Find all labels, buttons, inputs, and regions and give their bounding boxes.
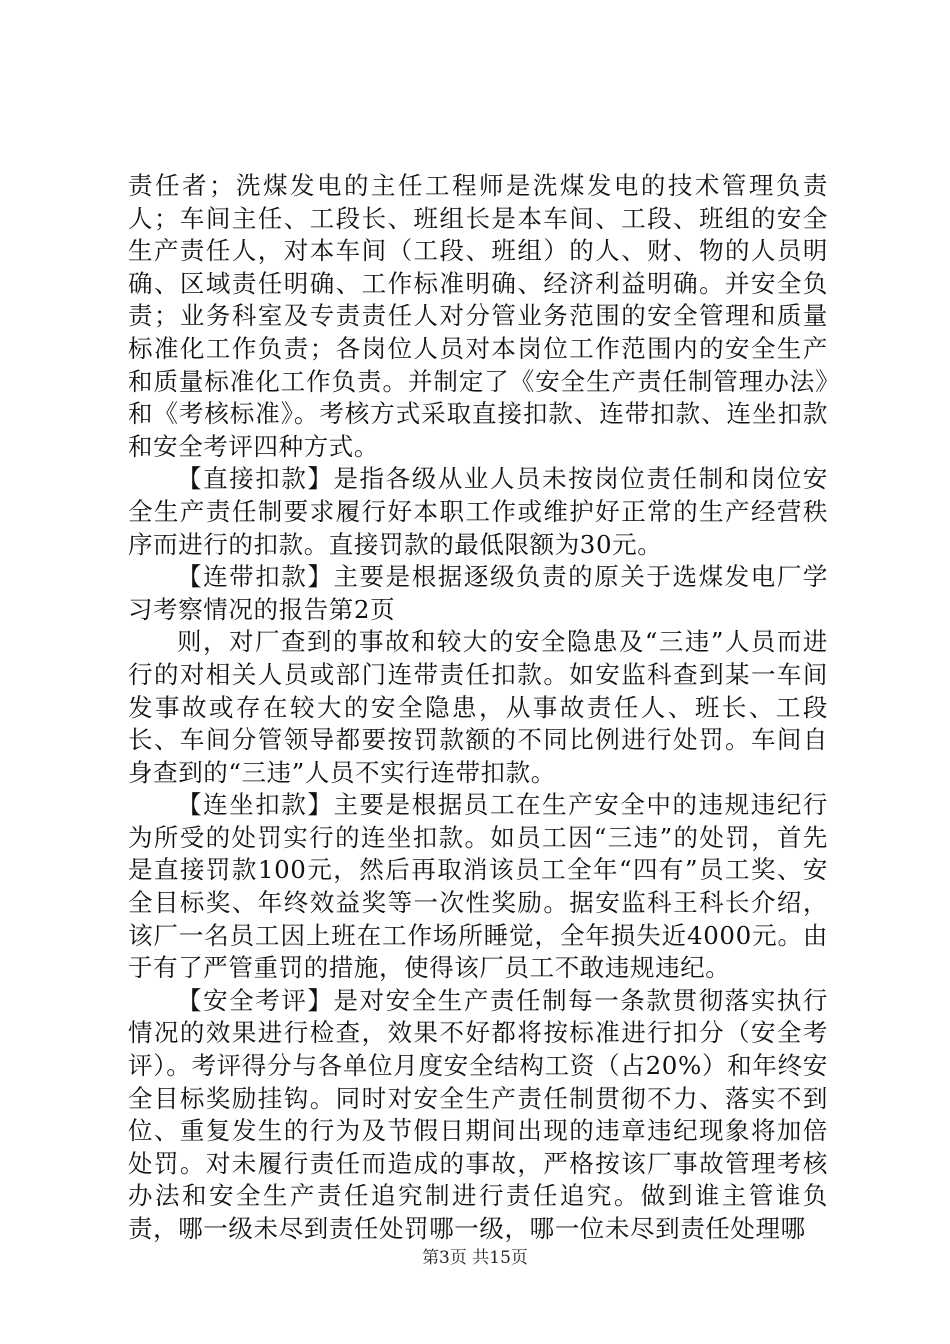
paragraph-joint-deduction-continued: 则，对厂查到的事故和较大的安全隐患及“三违”人员而进行的对相关人员或部门连带责任扣款。如安监科查到某一车间发事故或存在较大的安全隐患，从事故责任人、班长、工段长、车间分管领导都要按罚款额的不同比例进行处罚。车间自身查到的“三违”人员不实行连带扣款。 (128, 627, 828, 787)
paragraph-collective-deduction: 【连坐扣款】主要是根据员工在生产安全中的违规违纪行为所受的处罚实行的连坐扣款。如员工因“三违”的处罚，首先是直接罚款100元，然后再取消该员工全年“四有”员工奖、安全目标奖、年终效益奖等一次性奖励。据安监科王科长介绍，该厂一名员工因上班在工作场所睡觉，全年损失近4000元。由于有了严管重罚的措施，使得该厂员工不敢违规违纪。 (128, 790, 828, 983)
document-body (128, 170, 828, 1246)
paragraph-responsibility-overview: 责任者；洗煤发电的主任工程师是洗煤发电的技术管理负责人；车间主任、工段长、班组长是本车间、工段、班组的安全生产责任人，对本车间（工段、班组）的人、财、物的人员明确、区域责任明确、工作标准明确、经济利益明确。并安全负责；业务科室及专责责任人对分管业务范围的安全管理和质量标准化工作负责；各岗位人员对本岗位工作范围内的安全生产和质量标准化工作负责。并制定了《安全生产责任制管理办法》和《考核标准》。考核方式采取直接扣款、连带扣款、连坐扣款和安全考评四种方式。 (128, 171, 828, 461)
paragraph-joint-deduction: 【连带扣款】主要是根据逐级负责的原关于选煤发电厂学习考察情况的报告第2页 (128, 562, 828, 624)
paragraph-safety-evaluation: 【安全考评】是对安全生产责任制每一条款贯彻落实执行情况的效果进行检查，效果不好都将按标准进行扣分（安全考评）。考评得分与各单位月度安全结构工资（占20%）和年终安全目标奖励挂钩。同时对安全生产责任制贯彻不力、落实不到位、重复发生的行为及节假日期间出现的违章违纪现象将加倍处罚。对未履行责任而造成的事故，严格按该厂事故管理考核办法和安全生产责任追究制进行责任追究。做到谁主管谁负责，哪一级未尽到责任处罚哪一级，哪一位未尽到责任处理哪 (128, 985, 828, 1243)
page-number-footer: 第3页 共15页 (422, 1248, 528, 1268)
paragraph-direct-deduction: 【直接扣款】是指各级从业人员未按岗位责任制和岗位安全生产责任制要求履行好本职工作或维护好正常的生产经营秩序而进行的扣款。直接罚款的最低限额为30元。 (128, 464, 828, 559)
